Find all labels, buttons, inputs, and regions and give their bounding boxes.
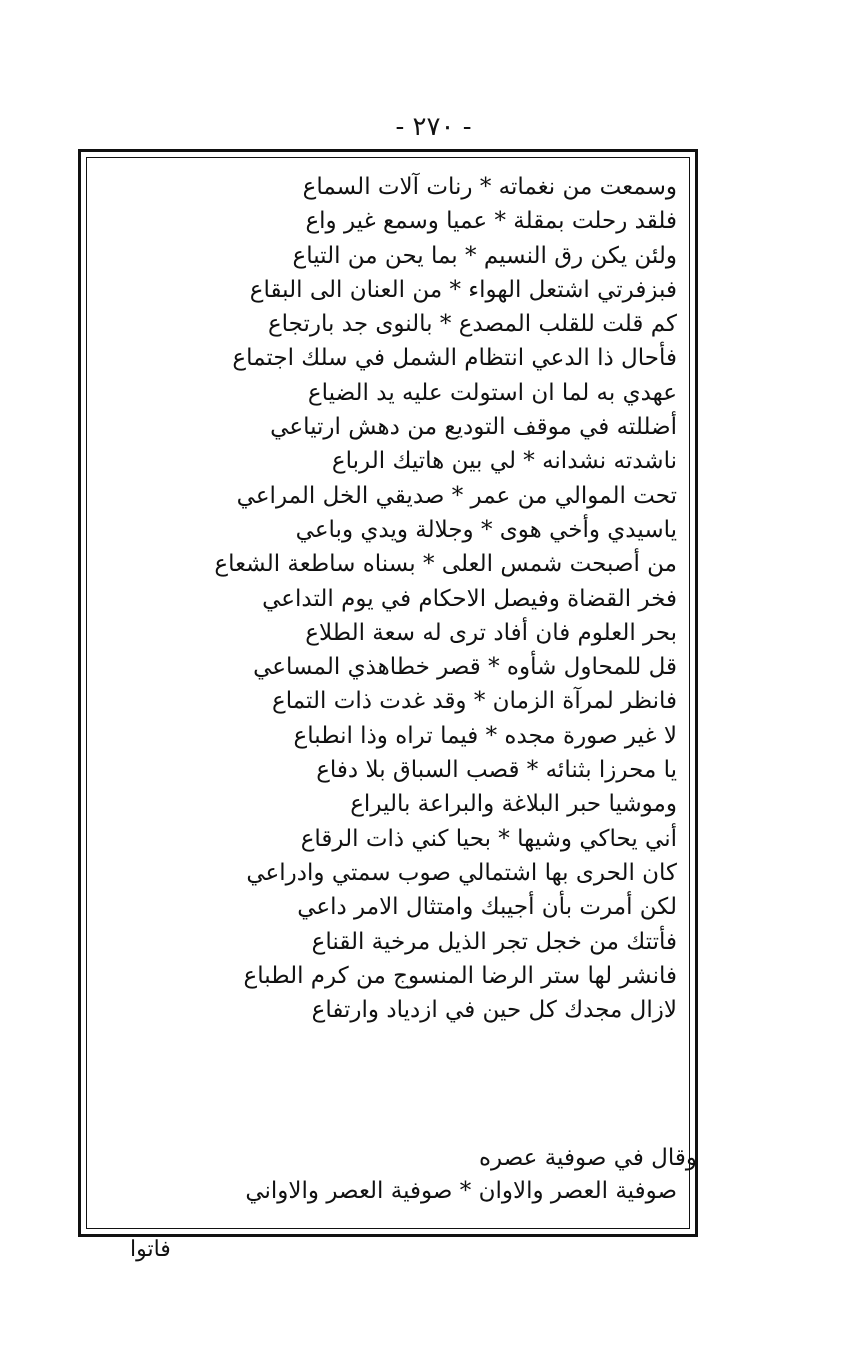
poem-line: فانشر لها ستر الرضا المنسوج من كرم الطباع — [243, 962, 677, 989]
poem-line: تحت الموالي من عمر * صديقي الخل المراعي — [236, 482, 677, 509]
catchword: فاتوا — [130, 1237, 171, 1262]
poem-line: وموشيا حبر البلاغة والبراعة باليراع — [350, 791, 677, 818]
poem-line: يا محرزا بثنائه * قصب السباق بلا دفاع — [316, 757, 677, 784]
poem-line: ولئن يكن رق النسيم * بما يحن من التياع — [292, 242, 677, 269]
poem-line: لا غير صورة مجده * فيما تراه وذا انطباع — [293, 722, 677, 749]
page-number: - ٢٧٠ - — [395, 112, 472, 142]
poem-line: لكن أمرت بأن أجيبك وامتثال الامر داعي — [297, 894, 677, 921]
poem-line: كم قلت للقلب المصدع * بالنوى جد بارتجاع — [267, 311, 677, 338]
poem-line: أضللته في موقف التوديع من دهش ارتياعي — [270, 414, 677, 441]
poem-line: فلقد رحلت بمقلة * عميا وسمع غير واع — [305, 208, 677, 235]
poem-text-block — [197, 170, 677, 1027]
poem-line: فخر القضاة وفيصل الاحكام في يوم التداعي — [262, 585, 677, 612]
poem-line: كان الحرى بها اشتمالي صوب سمتي وادراعي — [246, 859, 677, 886]
final-verse: صوفية العصر والاوان * صوفية العصر والاواني — [245, 1178, 677, 1204]
poem-line: ياسيدي وأخي هوى * وجلالة ويدي وباعي — [295, 516, 677, 543]
poem-line: فانظر لمرآة الزمان * وقد غدت ذات التماع — [272, 688, 677, 715]
poem-line: فأحال ذا الدعي انتظام الشمل في سلك اجتماع — [232, 345, 677, 372]
poem-line: فبزفرتي اشتعل الهواء * من العنان الى البقاع — [249, 276, 677, 303]
poem-line: وسمعت من نغماته * رنات آلات السماع — [302, 174, 677, 200]
section-heading: وقال في صوفية عصره — [478, 1145, 697, 1171]
poem-line: فأتتك من خجل تجر الذيل مرخية القناع — [311, 928, 677, 955]
poem-line: من أصبحت شمس العلى * بسناه ساطعة الشعاع — [214, 551, 677, 578]
poem-line: بحر العلوم فان أفاد ترى له سعة الطلاع — [305, 619, 677, 646]
poem-line: قل للمحاول شأوه * قصر خطاهذي المساعي — [253, 654, 677, 681]
poem-line: عهدي به لما ان استولت عليه يد الضياع — [307, 379, 677, 406]
poem-line: أني يحاكي وشيها * بحيا كني ذات الرقاع — [300, 825, 677, 852]
poem-line: لازال مجدك كل حين في ازدياد وارتفاع — [311, 997, 677, 1024]
poem-line: ناشدته نشدانه * لي بين هاتيك الرباع — [331, 448, 677, 475]
